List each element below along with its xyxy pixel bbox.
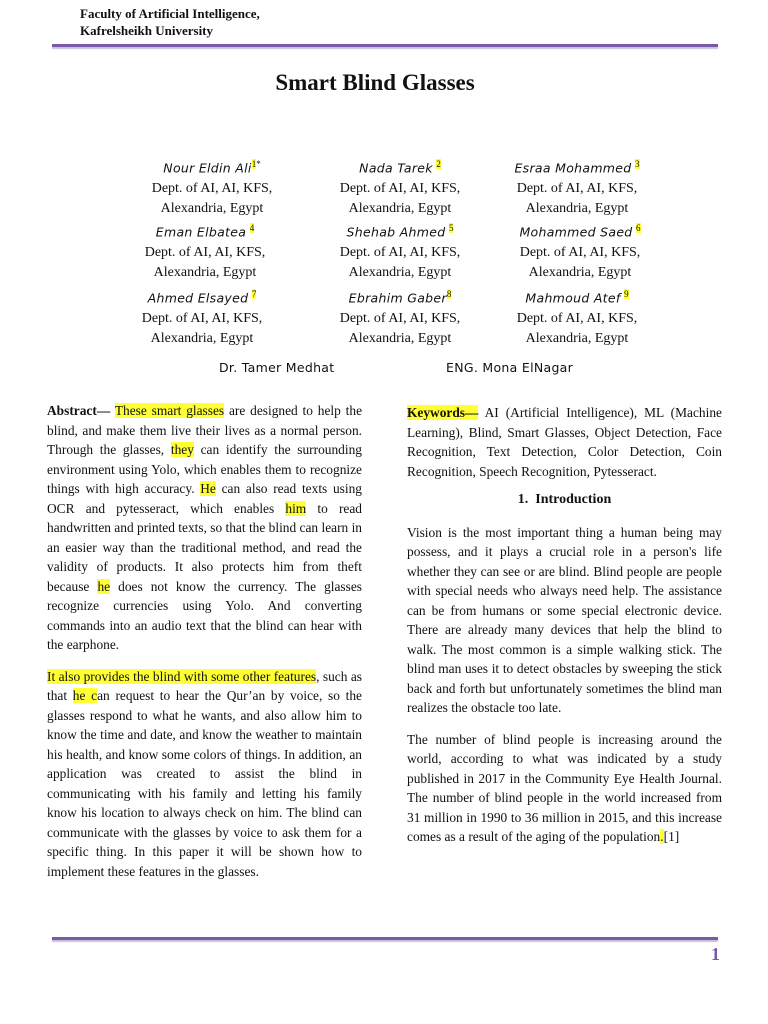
intro-paragraph: Vision is the most important thing a human being may possess, and it plays a crucial role in a person's life whether they can see or are blind. Blind people are people with special needs who always need help. The assistance can be from humans or some special electronic device. There are already many devices that help the blind to walk. The most common is a simple walking stick. The blind man uses it to detect obstacles by sweeping the stick back and forth but unfortunately sometimes the blind man realizes the obstacle too late.: [407, 524, 722, 715]
author-block: [305, 285, 495, 348]
affiliation-header: [80, 5, 260, 39]
author-block: [305, 155, 495, 218]
author-location: Alexandria, Egypt: [528, 264, 632, 280]
keywords-label: Keywords—: [407, 405, 479, 420]
affiliation-line: Kafrelsheikh University: [80, 23, 214, 38]
affiliation-line: Faculty of Artificial Intelligence,: [80, 6, 260, 21]
author-name: Esraa Mohammed: [514, 160, 632, 176]
author-dept: Dept. of AI, AI, KFS,: [519, 245, 641, 261]
keywords-text: AI (Artificial Intelligence), ML (Machine Learning), Blind, Smart Glasses, Object Detection, Face Recognition, Text Detection, Color Detection, Coin Recognition, Speech Recognition, Pytesseract.: [407, 405, 722, 479]
citation: [1]: [663, 829, 680, 844]
highlight-mark: .: [660, 829, 664, 844]
author-dept: Dept. of AI, AI, KFS,: [516, 181, 638, 197]
author-superscript: 3: [635, 159, 640, 169]
intro-paragraph: [407, 730, 722, 847]
text-segment: can identify the surrounding environment using Yolo, which enables them to recognize things with high accuracy.: [47, 442, 362, 496]
author-location: Alexandria, Egypt: [348, 330, 452, 346]
author-block: [107, 285, 297, 348]
highlighted-text: It also provides the blind with some other features: [47, 668, 317, 684]
author-location: Alexandria, Egypt: [160, 200, 264, 216]
highlighted-text: they: [170, 442, 194, 457]
paper-title: Smart Blind Glasses: [275, 70, 475, 95]
top-divider: [52, 44, 718, 47]
author-dept: Dept. of AI, AI, KFS,: [339, 311, 461, 327]
author-location: Alexandria, Egypt: [525, 330, 629, 346]
author-name: Mohammed Saed: [519, 224, 633, 240]
text-segment: to read handwritten and printed texts, so that the blind can learn in an easier way than the traditional method, and read the validity of products. It also protects him from theft because: [47, 500, 362, 594]
author-name: Mahmoud Atef: [525, 290, 621, 306]
section-heading: 1. Introduction: [517, 492, 612, 507]
page-number: 1: [711, 944, 720, 964]
author-location: Alexandria, Egypt: [153, 264, 257, 280]
author-name: Eman Elbatea: [155, 224, 247, 240]
author-dept: Dept. of AI, AI, KFS,: [339, 245, 461, 261]
author-location: Alexandria, Egypt: [348, 200, 452, 216]
text-segment: an request to hear the Qur’an by voice, so the glasses respond to what he wants, and also allow him to know the time and date, and know the weather to maintain his health, and know some colors of things. In addition, an application was created to assist the blind in communicating with his family and letting his family know his location to always check on him. The blind can communicate with the glasses by voice to ask them for a specific thing. In this paper it will be shown how to implement these features in the glasses.: [47, 688, 362, 879]
author-superscript: 2: [436, 159, 441, 169]
author-block: [482, 285, 672, 348]
text-segment: , such as that: [47, 668, 362, 703]
author-block: [485, 219, 675, 282]
advisor-name: ENG. Mona ElNagar: [446, 360, 574, 375]
text-segment: does not know the currency. The glasses recognize currencies using Yolo. And converting commands into an audio text that the blind can hear with the earphone.: [47, 578, 363, 652]
abstract-paragraph: [47, 667, 362, 882]
abstract-column: [47, 401, 362, 881]
author-name: Nour Eldin Ali: [163, 160, 252, 176]
author-superscript: 4: [249, 223, 255, 233]
highlighted-text: These smart glasses: [114, 403, 225, 418]
highlighted-text: him: [285, 500, 307, 516]
advisor-name: Dr. Tamer Medhat: [219, 360, 335, 375]
abstract-label: Abstract—: [47, 403, 111, 418]
abstract-paragraph: [47, 401, 362, 655]
author-dept: Dept. of AI, AI, KFS,: [151, 181, 273, 197]
highlighted-text: He: [200, 481, 216, 496]
highlighted-text: he c: [72, 688, 98, 703]
keywords-paragraph: [407, 403, 722, 481]
author-dept: Dept. of AI, AI, KFS,: [516, 311, 638, 327]
author-location: Alexandria, Egypt: [150, 330, 254, 346]
author-name: Shehab Ahmed: [346, 224, 446, 240]
text-segment: can also read texts using OCR and pytesseract, which enables: [47, 481, 362, 516]
author-superscript: 9: [624, 289, 629, 299]
author-dept: Dept. of AI, AI, KFS,: [339, 181, 461, 197]
author-block: [482, 155, 672, 218]
author-location: Alexandria, Egypt: [525, 200, 629, 216]
abstract-text: [47, 403, 362, 652]
author-name: Nada Tarek: [359, 160, 433, 176]
author-block: [110, 219, 300, 282]
abstract-text: [47, 669, 362, 879]
author-superscript: 5: [448, 223, 454, 233]
author-name: Ebrahim Gaber: [348, 290, 447, 306]
text-segment: are designed to help the blind, and make them live their lives as a normal person. Through the glasses,: [47, 403, 363, 457]
author-name: Ahmed Elsayed: [147, 290, 249, 306]
author-dept: Dept. of AI, AI, KFS,: [141, 311, 263, 327]
author-superscript: 8: [446, 289, 452, 299]
author-superscript: 6: [636, 223, 641, 233]
author-superscript: 7: [251, 289, 257, 299]
bottom-divider: [52, 937, 718, 940]
intro-text: The number of blind people is increasing around the world, according to what was indicated by a study published in 2017 in the Community Eye Health Journal. The number of blind people in the world increased from 31 million in 1990 to 36 million in 2015, and this increase comes as a result of the aging of the population: [407, 731, 722, 844]
author-dept: Dept. of AI, AI, KFS,: [144, 245, 266, 261]
corresponding-mark: *: [256, 159, 261, 169]
author-location: Alexandria, Egypt: [348, 264, 452, 280]
highlighted-text: he: [97, 578, 111, 594]
author-superscript: 1: [251, 159, 257, 169]
right-column: [407, 403, 722, 847]
author-block: [305, 219, 495, 282]
author-block: [117, 155, 307, 218]
